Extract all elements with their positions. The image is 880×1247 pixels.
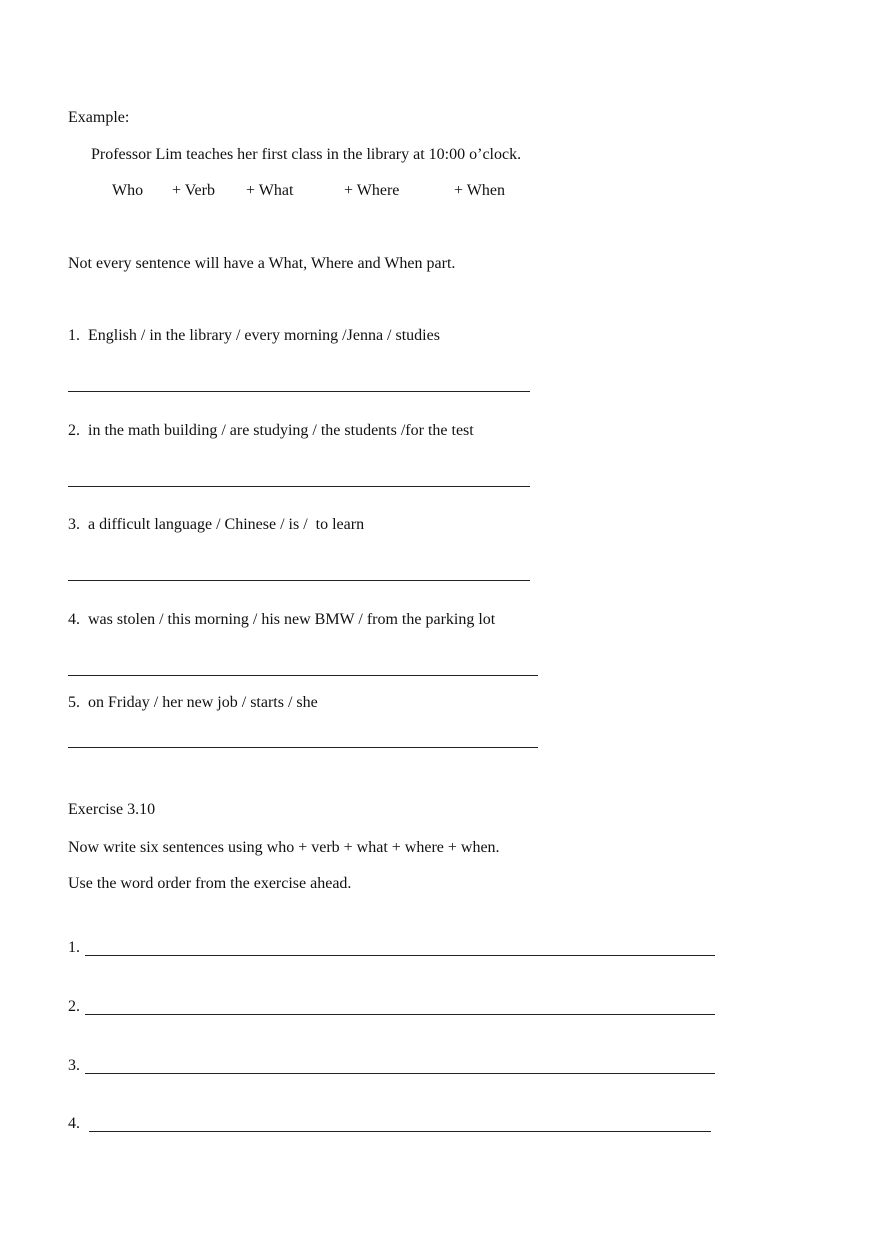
sentence-line-3[interactable] [85,1073,715,1074]
sentence-number-2: 2. [68,998,80,1015]
answer-line-2[interactable] [68,486,530,487]
part-verb: + Verb [172,182,215,199]
item-1: 1. English / in the library / every morning /Jenna / studies [68,327,440,344]
exercise-instruction-2: Use the word order from the exercise ahead. [68,875,352,892]
item-2: 2. in the math building / are studying / the students /for the test [68,422,474,439]
sentence-number-1: 1. [68,939,80,956]
exercise-title: Exercise 3.10 [68,801,156,818]
sentence-number-3: 3. [68,1057,80,1074]
part-when: + When [454,182,505,199]
part-where: + Where [344,182,400,199]
example-label: Example: [68,109,130,126]
answer-line-1[interactable] [68,391,530,392]
note-text: Not every sentence will have a What, Where and When part. [68,255,456,272]
example-sentence: Professor Lim teaches her first class in the library at 10:00 o’clock. [91,146,522,163]
item-5: 5. on Friday / her new job / starts / she [68,694,318,711]
answer-line-5[interactable] [68,747,538,748]
part-who: Who [112,182,144,199]
part-what: + What [246,182,294,199]
item-3: 3. a difficult language / Chinese / is / to learn [68,516,365,533]
sentence-number-4: 4. [68,1115,80,1132]
sentence-line-4[interactable] [89,1131,711,1132]
sentence-line-1[interactable] [85,955,715,956]
exercise-instruction-1: Now write six sentences using who + verb + what + where + when. [68,839,500,856]
answer-line-4[interactable] [68,675,538,676]
item-4: 4. was stolen / this morning / his new BMW / from the parking lot [68,611,496,628]
sentence-line-2[interactable] [85,1014,715,1015]
answer-line-3[interactable] [68,580,530,581]
